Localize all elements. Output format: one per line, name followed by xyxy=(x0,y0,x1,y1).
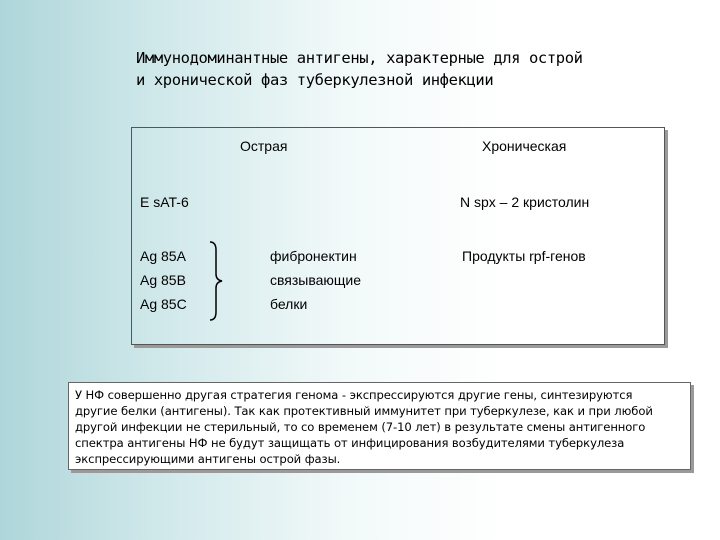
slide-title xyxy=(136,47,676,91)
note-line-3: другой инфекции не стерильный, то со временем (7-10 лет) в результате смены антигенного xyxy=(75,420,646,434)
acute-antigen-esat6: E sAT-6 xyxy=(140,194,189,210)
title-line-1: Иммунодоминантные антигены, характерные для острой xyxy=(136,49,583,67)
header-chronic: Хроническая xyxy=(482,138,567,154)
fibronectin-line-1: фибронектин xyxy=(270,248,357,264)
note-line-2: другие белки (антигены). Так как протективный иммунитет при туберкулезе, как и при любой xyxy=(75,404,653,418)
curly-brace-icon xyxy=(208,240,224,322)
acute-antigen-ag85c: Ag 85C xyxy=(140,296,187,312)
header-acute: Острая xyxy=(240,138,288,154)
acute-antigen-ag85b: Ag 85B xyxy=(140,272,186,288)
fibronectin-line-2: связывающие xyxy=(270,272,362,288)
fibronectin-line-3: белки xyxy=(270,296,308,312)
title-line-2: и хронической фаз туберкулезной инфекции xyxy=(136,71,494,89)
chronic-antigen-nspx: N spx – 2 кристолин xyxy=(460,194,590,210)
acute-antigen-ag85a: Ag 85A xyxy=(140,248,186,264)
note-line-5: экспрессирующими антигены острой фазы. xyxy=(75,452,341,466)
antigen-table xyxy=(131,127,665,345)
note-line-1: У НФ совершенно другая стратегия генома - экспрессируются другие гены, синтезируются xyxy=(75,388,633,402)
note-line-4: спектра антигены НФ не будут защищать от инфицирования возбудителями туберкулеза xyxy=(75,436,625,450)
note-box xyxy=(68,382,691,470)
chronic-rpf-products: Продукты rpf-генов xyxy=(462,248,586,264)
